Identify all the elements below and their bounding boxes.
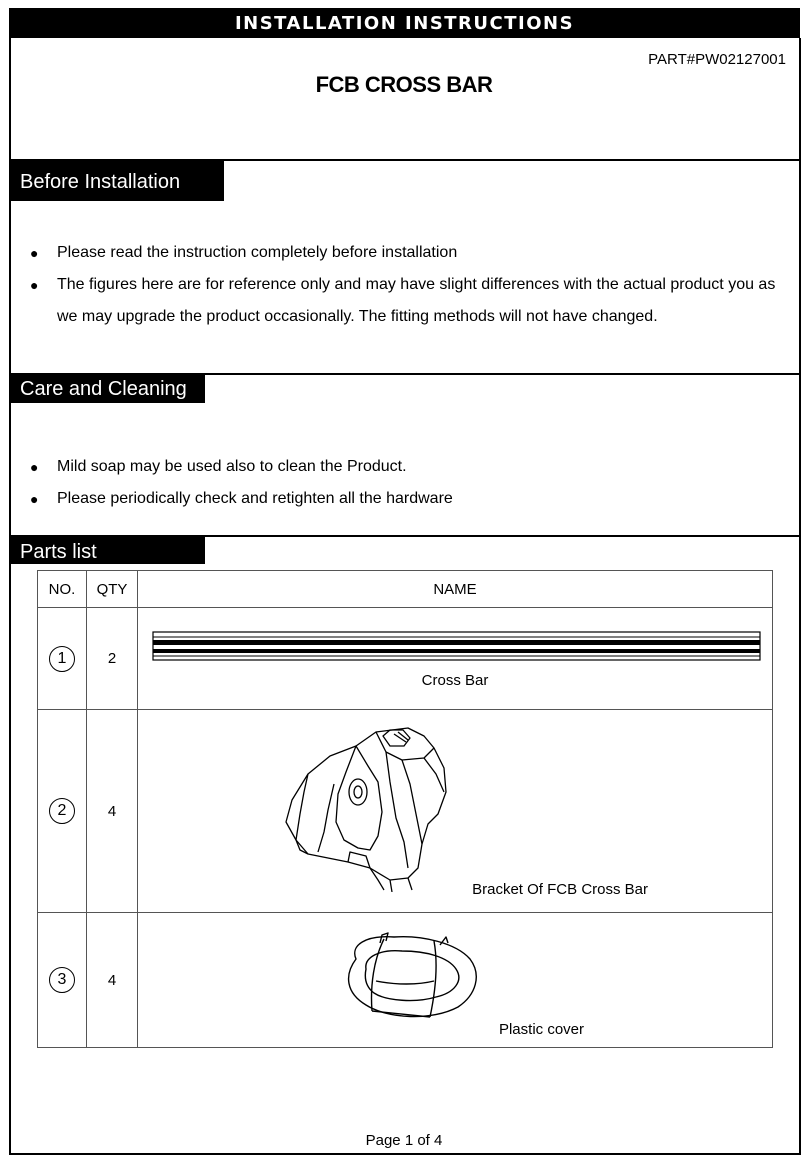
list-item: ● Mild soap may be used also to clean the Product. xyxy=(30,451,780,483)
cross-bar-illustration xyxy=(152,630,762,662)
part-number-cell xyxy=(38,710,87,913)
part-name: Bracket Of FCB Cross Bar xyxy=(472,881,648,898)
parts-list-heading: Parts list xyxy=(11,537,205,564)
document-title: FCB CROSS BAR xyxy=(315,72,493,97)
bullet-icon: ● xyxy=(30,245,39,261)
part-name: Plastic cover xyxy=(498,1021,584,1038)
bullet-icon: ● xyxy=(30,459,39,475)
table-header-row xyxy=(38,571,773,608)
part-name-cell xyxy=(138,710,773,913)
table-row xyxy=(38,913,773,1048)
column-header-qty: QTY xyxy=(87,571,138,608)
part-number: PART#PW02127001 xyxy=(648,51,786,68)
table-row xyxy=(38,608,773,710)
instructions-banner: INSTALLATION INSTRUCTIONS xyxy=(9,8,800,38)
bullet-icon: ● xyxy=(30,277,39,293)
part-qty-cell: 4 xyxy=(87,913,138,1048)
circled-number: 3 xyxy=(49,967,75,993)
part-number-cell xyxy=(38,913,87,1048)
care-cleaning-heading: Care and Cleaning xyxy=(11,375,205,403)
page-number: Page 1 of 4 xyxy=(365,1132,443,1149)
list-item: ● Please periodically check and retighten all the hardware xyxy=(30,483,780,515)
part-name-cell xyxy=(138,608,773,710)
part-name: Cross Bar xyxy=(421,672,489,689)
bullet-icon: ● xyxy=(30,491,39,507)
circled-number: 1 xyxy=(49,646,75,672)
bracket-illustration xyxy=(278,722,458,892)
before-installation-list xyxy=(30,237,780,333)
part-name-cell xyxy=(138,913,773,1048)
column-header-name: NAME xyxy=(138,571,773,608)
care-cleaning-list xyxy=(30,451,780,515)
parts-table xyxy=(37,570,773,1048)
part-qty-cell: 2 xyxy=(87,608,138,710)
list-item: ● Please read the instruction completely before installation xyxy=(30,237,780,269)
list-item: ● The figures here are for reference only and may have slight differences with the actual product you as we may upgrade the product occasionally. The fitting methods will not have changed. xyxy=(30,269,780,333)
table-row xyxy=(38,710,773,913)
part-qty-cell: 4 xyxy=(87,710,138,913)
before-installation-heading: Before Installation xyxy=(11,161,224,201)
column-header-no: NO. xyxy=(38,571,87,608)
part-number-cell xyxy=(38,608,87,710)
circled-number: 2 xyxy=(49,798,75,824)
plastic-cover-illustration xyxy=(336,923,486,1027)
